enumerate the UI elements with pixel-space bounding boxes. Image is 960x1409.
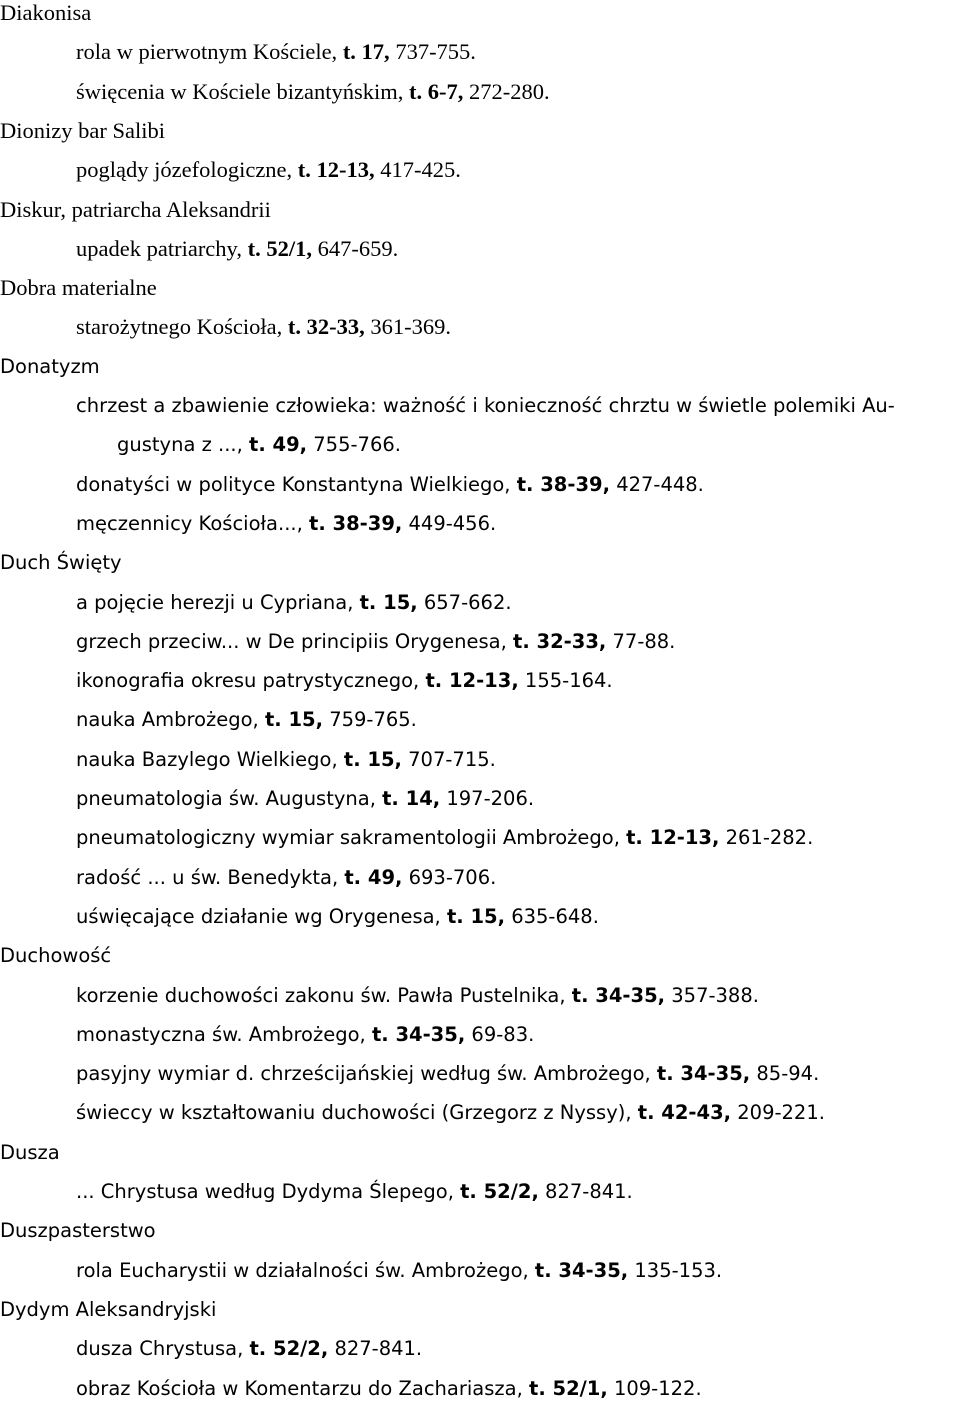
entry-text: upadek patriarchy, (76, 235, 248, 261)
index-subentry (76, 511, 496, 537)
index-heading: Diskur, patriarcha Aleksandrii (0, 196, 271, 222)
index-subentry (76, 707, 417, 733)
volume-number: t. 34-35, (656, 1062, 751, 1086)
entry-text: nauka Ambrożego, (76, 708, 265, 732)
entry-text: rola Eucharystii w działalności św. Ambrożego, (76, 1258, 535, 1282)
index-subentry (76, 629, 675, 655)
entry-text: starożytnego Kościoła, (76, 314, 288, 340)
page-range: 69-83. (465, 1022, 535, 1046)
entry-text: chrzest a zbawienie człowieka: ważność i konieczność chrztu w świetle polemiki Au- (76, 394, 895, 417)
volume-number: t. 52/1, (247, 235, 312, 261)
volume-number: t. 34-35, (534, 1258, 629, 1282)
index-subentry (76, 590, 512, 616)
entry-text: rola w pierwotnym Kościele, (76, 39, 343, 65)
index-subentry (76, 1179, 633, 1205)
index-subentry (76, 983, 759, 1009)
entry-text: pneumatologiczny wymiar sakramentologii Ambrożego, (76, 826, 627, 850)
page-range: 209-221. (731, 1101, 825, 1125)
volume-number: t. 17, (342, 39, 390, 65)
index-subentry (76, 1100, 825, 1126)
index-heading: Dydym Aleksandryjski (0, 1297, 217, 1321)
entry-text: korzenie duchowości zakonu św. Pawła Pustelnika, (76, 983, 572, 1007)
index-subentry-continuation (117, 432, 401, 458)
entry-text: pasyjny wymiar d. chrześcijańskiej według św. Ambrożego, (76, 1062, 657, 1086)
entry-text: a pojęcie herezji u Cypriana, (76, 590, 360, 614)
page-range: 827-841. (538, 1180, 633, 1203)
entry-text: nauka Bazylego Wielkiego, (76, 747, 344, 771)
page-range: 417-425. (374, 157, 461, 183)
volume-number: t. 32-33, (513, 629, 607, 653)
index-subentry (76, 825, 813, 851)
index-subentry (76, 865, 496, 891)
index-heading: Donatyzm (0, 354, 100, 378)
entry-text: uświęcające działanie wg Orygenesa, (76, 904, 447, 928)
index-subentry (76, 1061, 819, 1087)
entry-text: poglądy józefologiczne, (76, 157, 298, 183)
page-range: 657-662. (417, 590, 512, 614)
page-range: 272-280. (463, 78, 550, 104)
entry-text: dusza Chrystusa, (76, 1337, 250, 1361)
volume-number: t. 34-35, (371, 1022, 466, 1046)
page-range: 449-456. (402, 511, 497, 535)
page-range: 77-88. (606, 629, 676, 653)
volume-number: t. 52/1, (529, 1376, 608, 1400)
index-heading: Dionizy bar Salibi (0, 117, 165, 143)
page-range: 361-369. (364, 314, 451, 340)
page-range: 759-765. (323, 708, 417, 732)
page-range: 707-715. (401, 747, 496, 771)
index-heading: Duchowość (0, 944, 112, 968)
page-range: 693-706. (402, 865, 497, 889)
index-subentry (76, 157, 461, 183)
index-subentry (76, 1258, 722, 1284)
volume-number: t. 15, (343, 747, 402, 771)
entry-text: obraz Kościoła w Komentarzu do Zachariasza, (76, 1376, 529, 1400)
volume-number: t. 52/2, (460, 1180, 539, 1203)
entry-text: radość ... u św. Benedykta, (76, 865, 345, 889)
index-subentry (76, 236, 398, 262)
page-range: 357-388. (665, 983, 759, 1007)
page-range: 155-164. (518, 669, 613, 693)
entry-text: pneumatologia św. Augustyna, (76, 787, 383, 810)
index-subentry (76, 472, 704, 498)
volume-number: t. 15, (446, 904, 506, 928)
index-subentry (76, 39, 476, 65)
volume-number: t. 12-13, (297, 157, 375, 183)
page-range: 827-841. (328, 1337, 423, 1361)
volume-number: t. 15, (264, 708, 323, 732)
entry-text: świeccy w kształtowaniu duchowości (Grzegorz z Nyssy), (76, 1101, 638, 1125)
index-subentry (76, 79, 550, 105)
volume-number: t. 42-43, (637, 1101, 732, 1125)
volume-number: t. 38-39, (516, 472, 610, 496)
page-range: 755-766. (307, 433, 401, 457)
index-subentry (76, 393, 895, 419)
volume-number: t. 12-13, (626, 826, 720, 850)
volume-number: t. 52/2, (249, 1337, 329, 1361)
page-range: 261-282. (719, 826, 814, 850)
index-heading: Dusza (0, 1140, 60, 1164)
entry-text: grzech przeciw... w De principiis Orygenesa, (76, 629, 514, 653)
volume-number: t. 14, (382, 787, 441, 810)
index-subentry (76, 314, 451, 340)
page-range: 135-153. (628, 1258, 723, 1282)
index-subentry (76, 904, 599, 930)
entry-text: ... Chrystusa według Dydyma Ślepego, (76, 1180, 461, 1203)
entry-text: ikonografia okresu patrystycznego, (76, 669, 426, 693)
index-heading: Duch Święty (0, 551, 122, 575)
volume-number: t. 6-7, (409, 78, 464, 104)
entry-text: święcenia w Kościele bizantyńskim, (76, 78, 410, 104)
page-range: 635-648. (505, 904, 599, 928)
index-subentry (76, 1376, 702, 1402)
entry-text: męczennicy Kościoła..., (76, 511, 310, 535)
index-subentry (76, 747, 496, 773)
volume-number: t. 49, (344, 865, 403, 889)
volume-number: t. 32-33, (287, 314, 365, 340)
page-range: 109-122. (607, 1376, 702, 1400)
page-range: 647-659. (311, 235, 399, 261)
index-subentry (76, 668, 613, 694)
index-heading: Diakonisa (0, 0, 92, 25)
page-range: 427-448. (610, 472, 704, 496)
volume-number: t. 34-35, (571, 983, 666, 1007)
volume-number: t. 38-39, (309, 511, 403, 535)
volume-number: t. 49, (249, 433, 308, 457)
index-subentry (76, 786, 534, 812)
page-range: 737-755. (389, 39, 476, 65)
page-range: 85-94. (750, 1062, 820, 1086)
entry-text: donatyści w polityce Konstantyna Wielkiego, (76, 472, 517, 496)
index-heading: Dobra materialne (0, 275, 157, 301)
index-subentry (76, 1336, 422, 1362)
page-range: 197-206. (440, 787, 535, 810)
entry-text: monastyczna św. Ambrożego, (76, 1022, 372, 1046)
index-heading: Duszpasterstwo (0, 1219, 156, 1243)
volume-number: t. 12-13, (425, 669, 519, 693)
volume-number: t. 15, (359, 590, 418, 614)
index-subentry (76, 1022, 534, 1048)
entry-text: gustyna z ..., (117, 433, 250, 457)
